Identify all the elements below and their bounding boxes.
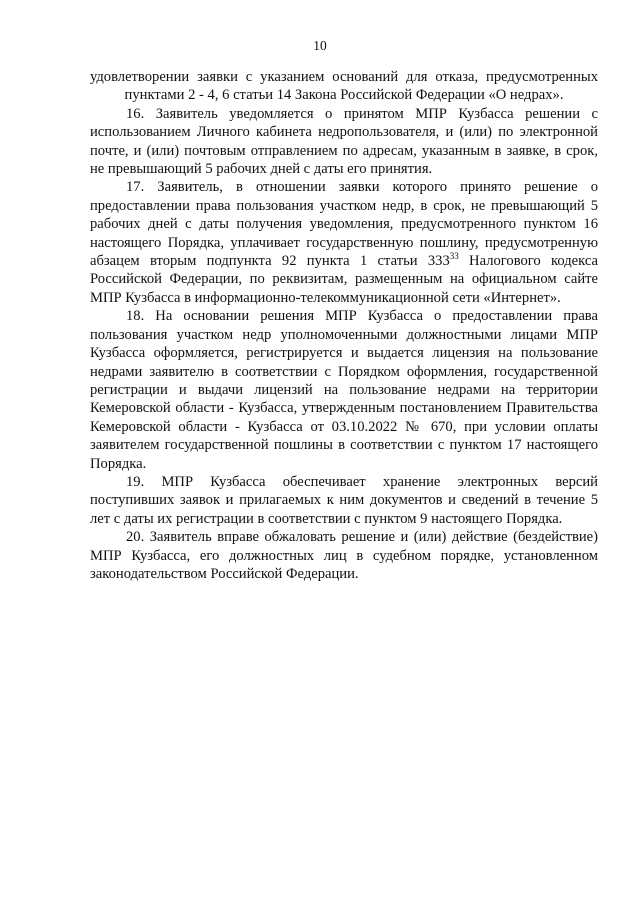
paragraph-17: [90, 178, 598, 307]
document-body: [90, 68, 598, 583]
page-number: 10: [313, 38, 327, 53]
paragraph-18: 18. На основании решения МПР Кузбасса о предоставлении права пользования участком недр уполномоченными должностными лицами МПР Кузбасса оформляется, регистрируется и выдается лицензия на пользование недрами заявителю в соответствии с Порядком оформления, государственной регистрации и выдачи лицензий на пользование недрами на территории Кемеровской области - Кузбасса, утвержденным постановлением Правительства Кемеровской области - Кузбасса от 03.10.2022 № 670, при условии оплаты заявителем государственной пошлины в соответствии с пунктом 17 настоящего Порядка.: [90, 308, 598, 472]
paragraph-17-text-before: 17. Заявитель, в отношении заявки которого принято решение о предоставлении права пользования участком недр, в срок, не превышающий 5 рабочих дней с даты получения уведомления, предусмотренного пунктом 16 настоящего Порядка, уплачивает государственную пошлину, предусмотренную абзацем вторым подпункта 92 пункта 1 статьи 333: [90, 179, 598, 270]
paragraph-continued: удовлетворении заявки с указанием оснований для отказа, предусмотренных пунктами 2 - 4, 6 статьи 14 Закона Российской Федерации «О недрах».: [90, 69, 598, 104]
paragraph-16: 16. Заявитель уведомляется о принятом МПР Кузбасса решении с использованием Личного кабинета недропользователя, и (или) по электронной почте, и (или) почтовым отправлением по адресам, указанным в заявке, в срок, не превышающий 5 рабочих дней с даты его принятия.: [90, 105, 598, 178]
footnote-superscript: 33: [449, 251, 459, 262]
paragraph-19: 19. МПР Кузбасса обеспечивает хранение электронных версий поступивших заявок и прилагаемых к ним документов и сведений в течение 5 лет с даты их регистрации в соответствии с пунктом 9 настоящего Порядка.: [90, 473, 598, 527]
paragraph-17-text-after: Налогового кодекса Российской Федерации, по реквизитам, размещенным на официальном сайте МПР Кузбасса в информационно-телекоммуникационной сети «Интернет».: [90, 253, 599, 306]
paragraph-20: 20. Заявитель вправе обжаловать решение и (или) действие (бездействие) МПР Кузбасса, его должностных лиц в судебном порядке, установленном законодательством Российской Федерации.: [90, 529, 598, 582]
